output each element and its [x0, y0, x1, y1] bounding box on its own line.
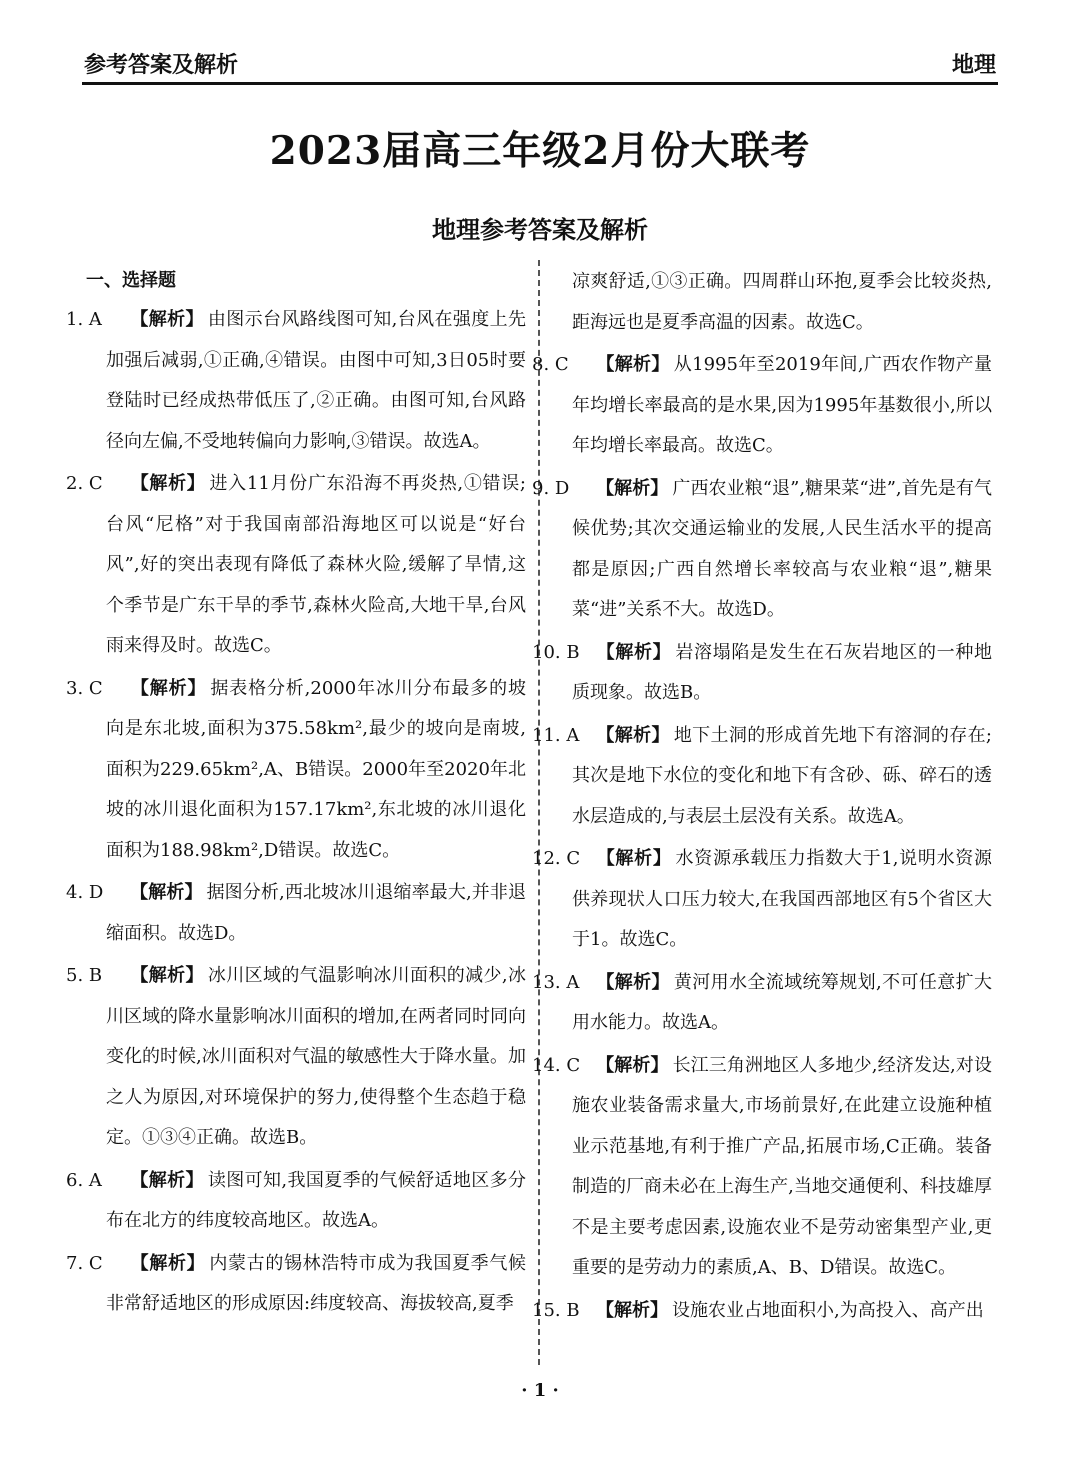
analysis-tag: 【解析】	[596, 354, 670, 375]
analysis-tag: 【解析】	[130, 677, 207, 699]
answer-item	[66, 300, 526, 462]
answer-item	[532, 839, 992, 961]
answer-number: 4. D	[66, 882, 104, 903]
analysis-tag: 【解析】	[596, 641, 672, 663]
header-left-label: 参考答案及解析	[84, 53, 239, 78]
answer-number: 12. C	[532, 848, 581, 869]
continued-text: 凉爽舒适,①③正确。四周群山环抱,夏季会比较炎热,距海远也是夏季高温的因素。故选C。	[572, 271, 992, 333]
answer-number: 8. C	[532, 354, 569, 375]
answer-item	[66, 1244, 527, 1325]
analysis-tag: 【解析】	[596, 1299, 668, 1321]
answer-explanation: 据图分析,西北坡冰川退缩率最大,并非退缩面积。故选D。	[106, 882, 526, 944]
answer-item	[66, 873, 526, 954]
answer-explanation: 冰川区域的气温影响冰川面积的减少,冰川区域的降水量影响冰川面积的增加,在两者同时同向变化的时候,冰川面积对气温的敏感性大于降水量。加之人为原因,对环境保护的努力,使得整个生态趋于稳定。①③④正确。故选B。	[106, 965, 526, 1148]
answer-explanation: 设施农业占地面积小,为高投入、高产出	[672, 1299, 984, 1321]
answer-explanation: 进入11月份广东沿海不再炎热,①错误;台风“尼格”对于我国南部沿海地区可以说是“好台风”,好的突出表现有降低了森林火险,缓解了旱情,这个季节是广东干旱的季节,森林火险高,大地干旱,台风雨来得及时。故选C。	[106, 473, 526, 656]
answer-item	[66, 669, 527, 872]
answer-item	[532, 716, 992, 838]
answer-item	[532, 345, 993, 467]
answer-item	[532, 633, 993, 714]
analysis-tag: 【解析】	[130, 1252, 206, 1274]
answer-item	[532, 1046, 992, 1289]
answer-number: 10. B	[532, 641, 580, 663]
answer-explanation: 长江三角洲地区人多地少,经济发达,对设施农业装备需求量大,市场前景好,在此建立设施种植业示范基地,有利于推广产品,拓展市场,C正确。装备制造的厂商未必在上海生产,当地交通便利、科技雄厚不是主要考虑因素,设施农业不是劳动密集型产业,更重要的是劳动力的素质,A、B、D错误。故选C。	[572, 1054, 992, 1278]
answer-item	[532, 963, 992, 1044]
answer-explanation: 广西农业粮“退”,糖果菜“进”,首先是有气候优势;其次交通运输业的发展,人民生活水平的提高都是原因;广西自然增长率较高与农业粮“退”,糖果菜“进”关系不大。故选D。	[572, 477, 992, 620]
answer-explanation: 从1995年至2019年间,广西农作物产量年均增长率最高的是水果,因为1995年基数很小,所以年均增长率最高。故选C。	[572, 354, 993, 456]
answer-item	[66, 464, 526, 667]
analysis-tag: 【解析】	[130, 1169, 204, 1191]
answer-number: 2. C	[66, 473, 103, 494]
analysis-tag: 【解析】	[596, 477, 669, 499]
page-title: 2023届高三年级2月份大联考	[269, 128, 811, 174]
analysis-tag: 【解析】	[130, 473, 206, 494]
answer-explanation: 内蒙古的锡林浩特市成为我国夏季气候非常舒适地区的形成原因:纬度较高、海拔较高,夏季	[106, 1252, 527, 1314]
analysis-tag: 【解析】	[596, 971, 670, 993]
answer-number: 3. C	[66, 677, 103, 699]
analysis-tag: 【解析】	[130, 965, 204, 986]
answer-number: 15. B	[532, 1299, 580, 1321]
right-column	[532, 262, 993, 1333]
analysis-tag: 【解析】	[130, 882, 203, 903]
answer-explanation: 岩溶塌陷是发生在石灰岩地区的一种地质现象。故选B。	[572, 641, 993, 703]
answer-item	[66, 1161, 526, 1242]
answer-item	[532, 469, 992, 631]
analysis-tag: 【解析】	[596, 1054, 669, 1076]
answer-explanation: 据表格分析,2000年冰川分布最多的坡向是东北坡,面积为375.58km²,最少的坡向是南坡,面积为229.65km²,A、B错误。2000年至2020年北坡的冰川退化面积为157.17km²,东北坡的冰川退化面积为188.98km²,D错误。故选C。	[106, 677, 527, 861]
answer-number: 14. C	[532, 1054, 581, 1076]
answer-number: 7. C	[66, 1252, 103, 1274]
answer-item	[532, 1291, 992, 1332]
answer-number: 9. D	[532, 477, 570, 499]
answer-number: 6. A	[66, 1169, 102, 1191]
answer-number: 11. A	[532, 724, 580, 746]
column-divider	[538, 260, 540, 1365]
page-subtitle: 地理参考答案及解析	[432, 216, 648, 244]
answer-explanation: 水资源承载压力指数大于1,说明水资源供养现状人口压力较大,在我国西部地区有5个省区大于1。故选C。	[572, 848, 992, 950]
answer-explanation: 黄河用水全流域统筹规划,不可任意扩大用水能力。故选A。	[572, 971, 992, 1033]
answer-number: 13. A	[532, 971, 580, 993]
analysis-tag: 【解析】	[596, 848, 672, 869]
answer-number: 1. A	[66, 309, 102, 330]
left-column	[66, 262, 527, 1327]
page-number: · 1 ·	[521, 1380, 559, 1401]
header-subject-label: 地理	[951, 53, 996, 78]
answer-item	[66, 956, 526, 1159]
answer-explanation: 由图示台风路线图可知,台风在强度上先加强后减弱,①正确,④错误。由图中可知,3日05时要登陆时已经成热带低压了,②正确。由图可知,台风路径向左偏,不受地转偏向力影响,③错误。故选A。	[106, 309, 526, 452]
answer-explanation: 读图可知,我国夏季的气候舒适地区多分布在北方的纬度较高地区。故选A。	[106, 1169, 526, 1231]
answer-number: 5. B	[66, 965, 103, 986]
page-header	[82, 44, 998, 85]
section-heading: 一、选择题	[86, 270, 176, 291]
analysis-tag: 【解析】	[596, 724, 670, 746]
answer-explanation: 地下土洞的形成首先地下有溶洞的存在;其次是地下水位的变化和地下有含砂、砾、碎石的透水层造成的,与表层土层没有关系。故选A。	[572, 724, 992, 827]
analysis-tag: 【解析】	[130, 309, 204, 330]
